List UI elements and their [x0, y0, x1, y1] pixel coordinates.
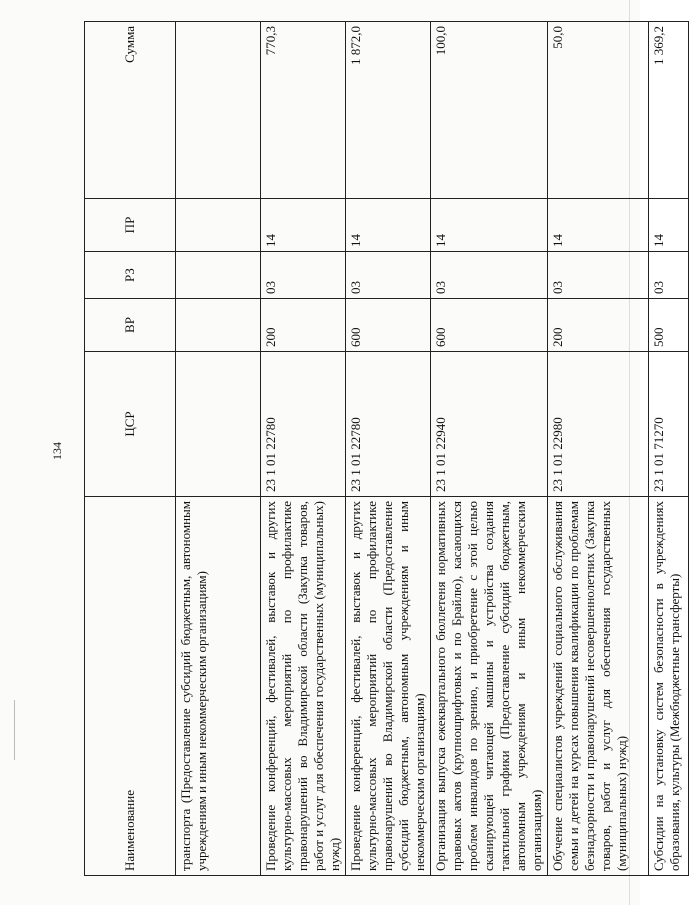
cell-rz: 03: [649, 252, 689, 299]
cell-name: Проведение конференций, фестивалей, выставок и других культурно-массовых мероприятий по профилактике правонарушений во Владимирской области (Предоставление субсидий бюджетным, автономным учреждениям и иным некоммерческим организациям): [346, 497, 431, 876]
cell-vr: 200: [548, 299, 649, 352]
header-name: Наименование: [85, 497, 176, 876]
cell-name: транспорта (Предоставление субсидий бюджетным, автономным учреждениям и иным некоммерческим организациям): [176, 497, 261, 876]
cell-sum: 100,0: [431, 22, 548, 199]
table-row: [431, 22, 548, 876]
cell-rz: [176, 252, 261, 299]
cell-vr: 600: [346, 299, 431, 352]
rotated-table-container: [84, 26, 682, 876]
cell-name: Проведение конференций, фестивалей, выставок и других культурно-массовых мероприятий по профилактике правонарушений во Владимирской области (Закупка товаров, работ и услуг для обеспечения государственных (муниципальных) нужд): [261, 497, 346, 876]
cell-csr: 23 1 01 71270: [649, 352, 689, 497]
cell-pr: 14: [346, 199, 431, 252]
table-row: [649, 22, 689, 876]
cell-csr: 23 1 01 22780: [346, 352, 431, 497]
table-row: [261, 22, 346, 876]
header-pr: ПР: [85, 199, 176, 252]
cell-pr: 14: [649, 199, 689, 252]
cell-name: Субсидии на установку систем безопасности в учреждениях образования, культуры (Межбюджетные трансферты): [649, 497, 689, 876]
table-header-row: [85, 22, 176, 876]
cell-name: Организация выпуска ежеквартального бюллетеня нормативных правовых актов (крупношрифтовых и по Брайлю), касающихся проблем инвалидов по зрению, и приобретение с этой целью сканирующей читающей машины и устройства создания тактильной графики (Предоставление субсидий бюджетным, автономным учреждениям и иным некоммерческим организациям): [431, 497, 548, 876]
cell-pr: [176, 199, 261, 252]
table-row: [176, 22, 261, 876]
cell-sum: 50,0: [548, 22, 649, 199]
header-sum: Сумма: [85, 22, 176, 199]
cell-rz: 03: [261, 252, 346, 299]
cell-vr: 600: [431, 299, 548, 352]
cell-vr: 500: [649, 299, 689, 352]
cell-sum: 1 369,2: [649, 22, 689, 199]
cell-pr: 14: [548, 199, 649, 252]
cell-vr: 200: [261, 299, 346, 352]
cell-csr: 23 1 01 22780: [261, 352, 346, 497]
cell-csr: 23 1 01 22980: [548, 352, 649, 497]
cell-sum: 770,3: [261, 22, 346, 199]
cell-csr: 23 1 01 22940: [431, 352, 548, 497]
cell-rz: 03: [548, 252, 649, 299]
header-csr: ЦСР: [85, 352, 176, 497]
header-vr: ВР: [85, 299, 176, 352]
cell-rz: 03: [431, 252, 548, 299]
cell-sum: [176, 22, 261, 199]
page-number: 134: [50, 442, 64, 460]
cell-vr: [176, 299, 261, 352]
header-rz: РЗ: [85, 252, 176, 299]
scan-artifact: [14, 700, 15, 760]
cell-sum: 1 872,0: [346, 22, 431, 199]
table-row: [548, 22, 649, 876]
cell-csr: [176, 352, 261, 497]
cell-pr: 14: [261, 199, 346, 252]
cell-name: Обучение специалистов учреждений социального обслуживания семьи и детей на курсах повышения квалификации по проблемам безнадзорности и правонарушений несовершеннолетних (Закупка товаров, работ и услуг для обеспечения государственных (муниципальных) нужд): [548, 497, 649, 876]
cell-pr: 14: [431, 199, 548, 252]
table-row: [346, 22, 431, 876]
cell-rz: 03: [346, 252, 431, 299]
budget-table: [84, 21, 689, 876]
